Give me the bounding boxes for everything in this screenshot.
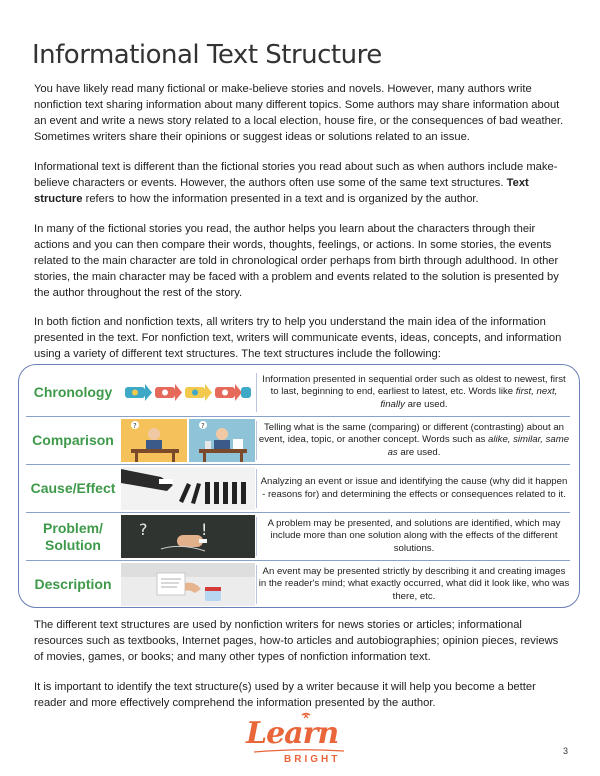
description-text: Telling what is the same (comparing) or different (contrasting) about an event, idea, topic, or another concept. Words such as: [258, 421, 565, 446]
row-label: Chronology: [33, 384, 113, 400]
logo-wordmark: Learn: [246, 716, 339, 751]
column-divider: [256, 469, 257, 508]
table-row-chronology: [26, 369, 570, 416]
column-divider: [256, 565, 257, 604]
description-signal-words: alike, similar, same as: [387, 434, 570, 458]
column-divider: [256, 373, 257, 412]
definition-paragraph: [34, 159, 568, 207]
svg-text:?: ?: [133, 422, 137, 430]
logo-subtext: BRIGHT: [284, 754, 341, 765]
row-label: Description: [34, 576, 112, 592]
row-description: [258, 369, 570, 416]
description-text-end: are used.: [397, 446, 441, 458]
importance-paragraph: It is important to identify the text structure(s) used by a writer because it will help you become a better reader and more effectively comprehend the information presented by the author.: [34, 681, 536, 709]
svg-text:?: ?: [139, 520, 148, 539]
problem-solution-chalkboard-image: [121, 515, 255, 558]
row-label: Problem/ Solution: [43, 519, 103, 553]
column-divider: [256, 517, 257, 556]
column-divider: [256, 421, 257, 460]
definition-text-start: Informational text is different than the fictional stories you read about such as when authors include make-believe characters or events. However, the authors often use some of the same text structures.: [34, 161, 558, 189]
page-title: Informational Text Structure: [32, 40, 382, 70]
row-label: Cause/Effect: [30, 480, 116, 496]
svg-text:!: !: [201, 520, 208, 539]
description-text: An event may be presented strictly by describing it and creating images in the reader's mind; what exactly occurred, what did it look like, who was there, etc.: [258, 565, 570, 602]
comparison-desks-image: [121, 419, 255, 462]
fiction-paragraph: In many of the fictional stories you read, the author helps you learn about the characters through their actions and you can then compare their words, thoughts, feelings, or actions. In some stories, the events related to the main character are told in chronological order perhaps from birth through adulthood. In other stories, the main character may be faced with a problem and events related to the solution is presented by the author throughout the rest of the story.: [34, 223, 559, 299]
description-text: A problem may be presented, and solutions are identified, which may include more than one solution along with the effects of the different solutions.: [267, 517, 561, 554]
table-row-comparison: [26, 417, 570, 464]
row-description: [258, 513, 570, 560]
intro-paragraph: You have likely read many fictional or make-believe stories and novels. However, many authors write nonfiction text sharing information about many different topics. Some authors may share information about an event and write a news story related to a local election, house fire, or the consequences of bad weather. Sometimes writers share their opinions or suggest ideas or solutions related to an issue.: [34, 83, 564, 143]
cause-effect-dominoes-image: [121, 467, 255, 510]
row-description: [258, 561, 570, 608]
row-description: [258, 465, 570, 512]
usage-paragraph: The different text structures are used by nonfiction writers for news stories or articles; informational resources such as textbooks, Internet pages, how-to articles and autobiographies; opinion pieces, reviews of movies, games, or books; and many other types of nonfiction information text.: [34, 619, 559, 663]
page-number: 3: [563, 746, 569, 756]
svg-text:?: ?: [201, 422, 205, 430]
description-signal-words: first, next, finally: [380, 386, 558, 410]
table-row-cause-effect: [26, 465, 570, 512]
structures-intro-paragraph: In both fiction and nonfiction texts, all writers try to help you understand the main idea of the information presented in the text. For nonfiction text, writers will communicate events, ideas, concepts, and information using a variety of different text structures. The text structures include the following:: [34, 316, 562, 360]
text-structure-term: Text structure: [34, 177, 529, 205]
table-row-description: [26, 561, 570, 608]
row-description: [258, 417, 570, 464]
description-text-end: are used.: [404, 398, 448, 410]
definition-text-end: refers to how the information presented in a text and is organized by the author.: [82, 193, 479, 205]
chronology-arrows-image: [121, 371, 255, 414]
description-text: Information presented in sequential order such as oldest to newest, first to last, beginning to end, earliest to latest, etc. Words like: [262, 373, 566, 398]
row-label: Comparison: [32, 432, 114, 448]
learn-bright-logo: [240, 712, 370, 770]
description-text: Analyzing an event or issue and identifying the cause (why did it happen - reasons for) and determining the effects or consequences related to it.: [260, 476, 568, 500]
description-note-image: [121, 563, 255, 606]
table-row-problem-solution: [26, 513, 570, 560]
